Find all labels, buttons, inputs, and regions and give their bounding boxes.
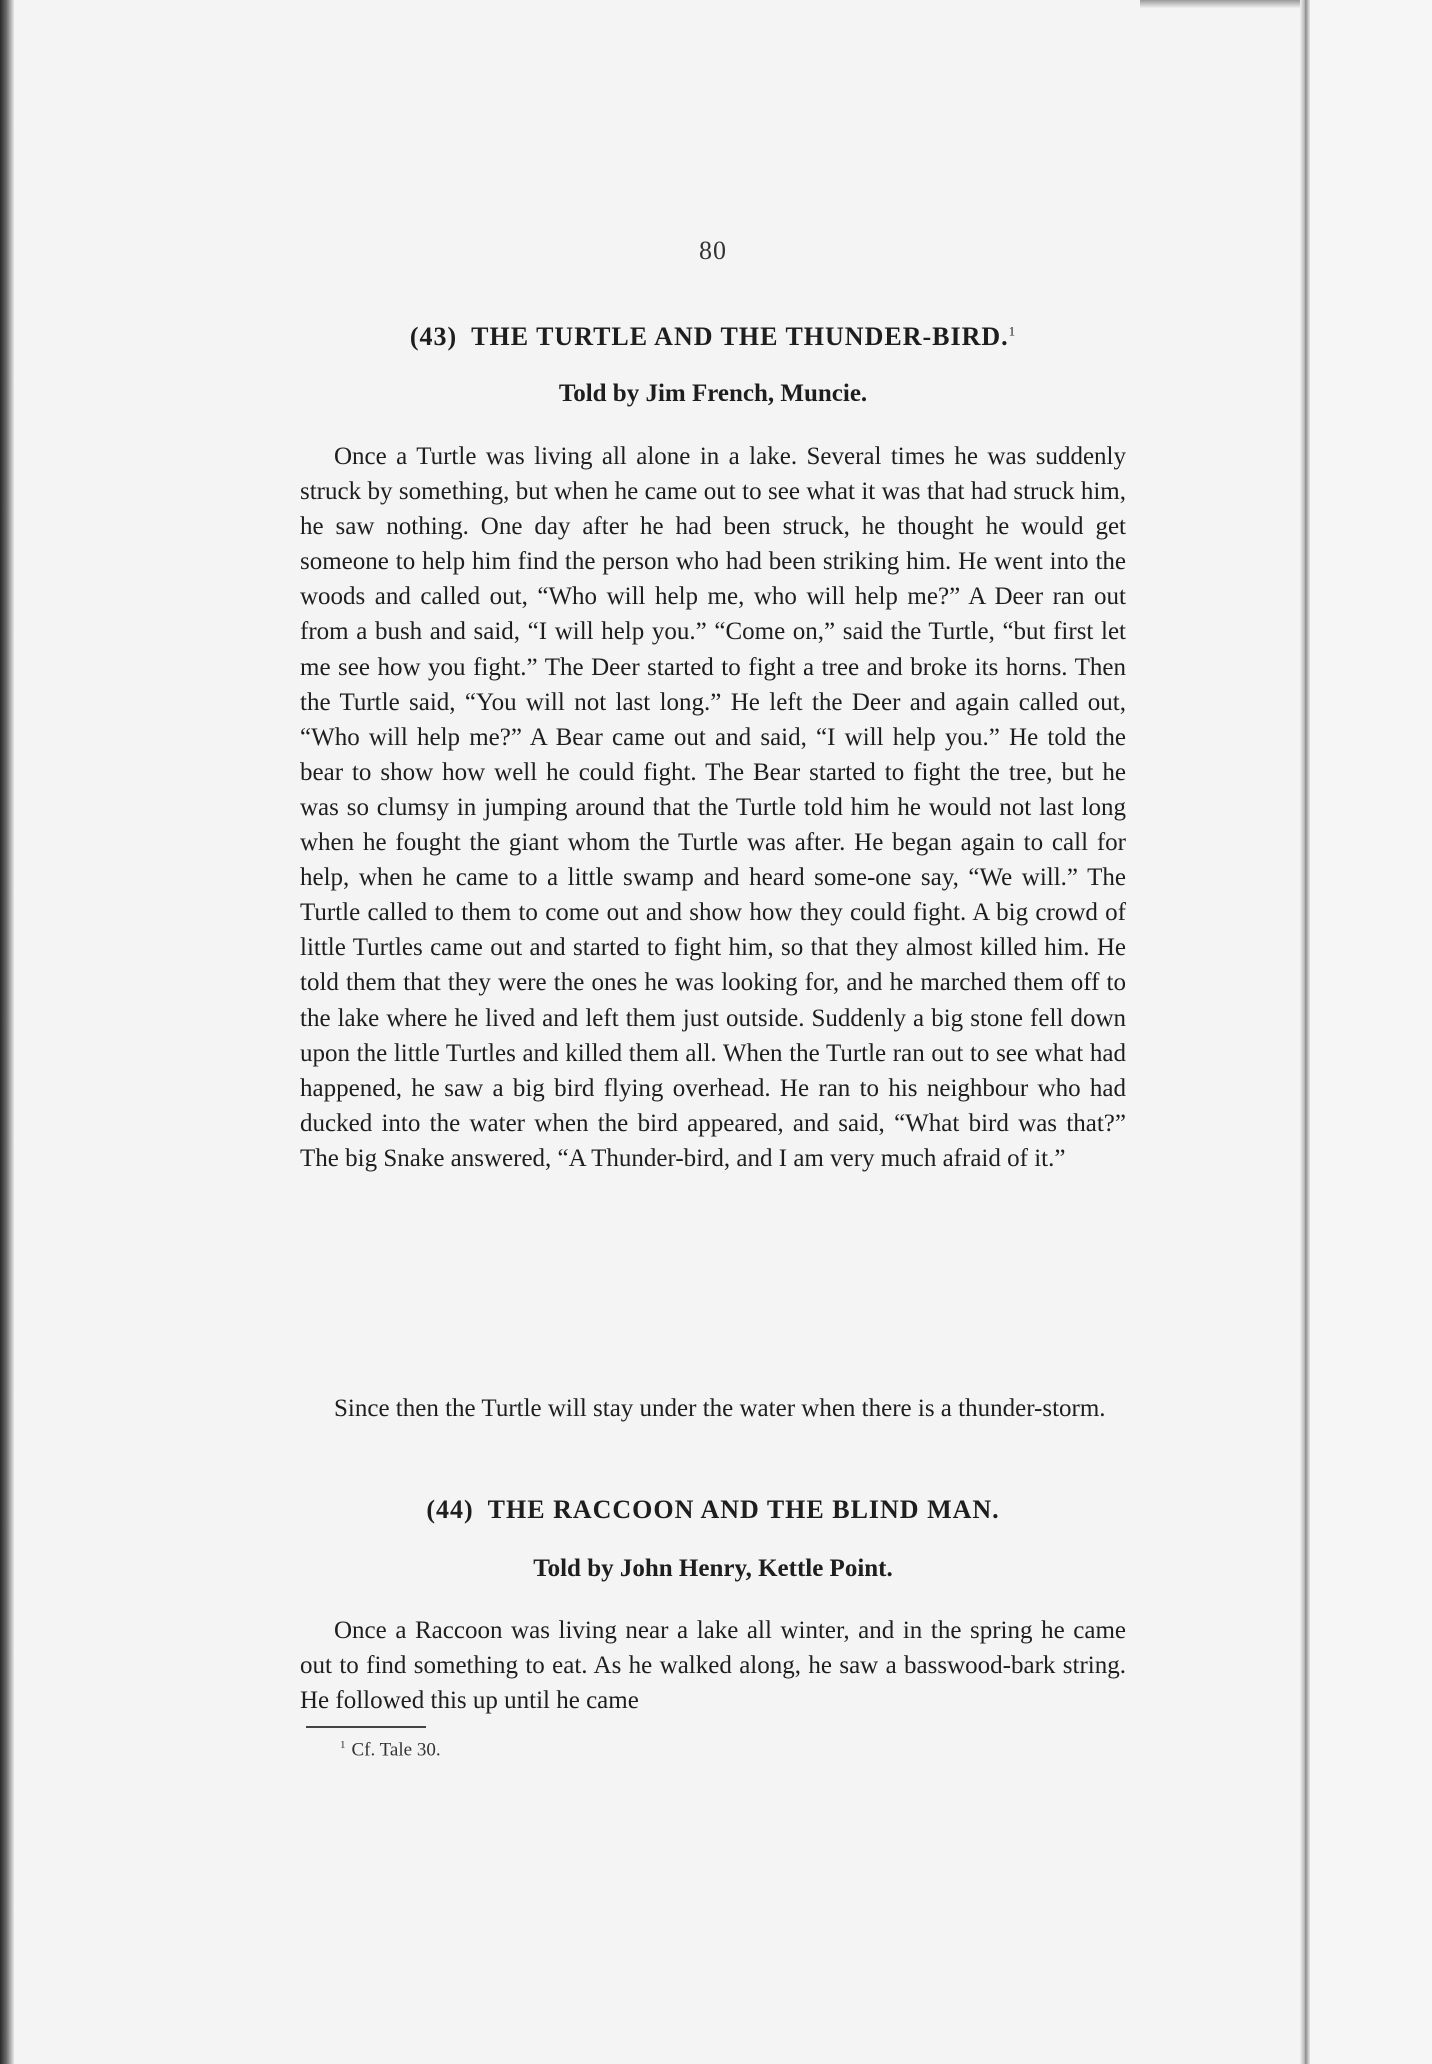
footnote-text: Cf. Tale 30. [351,1739,441,1761]
page-number: 80 [699,236,727,265]
tale-44-heading [300,1495,1126,1525]
tale-43-number: (43) [409,322,458,351]
tale-43-paragraph-2: Since then the Turtle will stay under the water when there is a thunder-storm. [334,1395,1106,1422]
tale-43-heading [300,322,1126,352]
page-gutter [1300,0,1310,2064]
tale-44-teller: Told by John Henry, Kettle Point. [533,1555,893,1582]
footnote [340,1739,441,1761]
footnote-reference: 1 [1008,323,1017,339]
tale-44-paragraph-1: Once a Raccoon was living near a lake all winter, and in the spring he came out to find something to eat. As he walked along, he saw a basswood-bark string. He followed this up until he came [300,1617,1126,1715]
footnote-rule [306,1726,426,1728]
tale-44-number: (44) [426,1495,474,1524]
tale-44-title: THE RACCOON AND THE BLIND MAN. [487,1495,1000,1524]
binding-shadow [0,0,14,2064]
tale-43-paragraph-1: Once a Turtle was living all alone in a lake. Several times he was suddenly struck by something, but when he came out to see what it was that had struck him, he saw nothing. One day after he had been struck, he thought he would get someone to help him find the person who had been striking him. He went into the woods and called out, “Who will help me, who will help me?” A Deer ran out from a bush and said, “I will help you.” “Come on,” said the Turtle, “but first let me see how you fight.” The Deer started to fight a tree and broke its horns. Then the Turtle said, “You will not last long.” He left the Deer and again called out, “Who will help me?” A Bear came out and said, “I will help you.” He told the bear to show how well he could fight. The Bear started to fight the tree, but he was so clumsy in jumping around that the Turtle told him he would not last long when he fought the giant whom the Turtle was after. He began again to call for help, when he came to a little swamp and heard some-one say, “We will.” The Turtle called to them to come out and show how they could fight. A big crowd of little Turtles came out and started to fight him, so that they almost killed him. He told them that they were the ones he was looking for, and he marched them off to the lake where he lived and left them just outside. Suddenly a big stone fell down upon the little Turtles and killed them all. When the Turtle ran out to see what had happened, he saw a big bird flying overhead. He ran to his neighbour who had ducked into the water when the bird appeared, and said, “What bird was that?” The big Snake answered, “A Thunder-bird, and I am very much afraid of it.” [300,443,1126,1172]
tale-43-title: THE TURTLE AND THE THUNDER-BIRD. [471,322,1009,351]
page-body [300,0,1126,2064]
tale-43-teller: Told by Jim French, Muncie. [558,380,868,407]
footnote-marker: 1 [340,1739,346,1751]
adjacent-page-edge [1310,0,1432,2064]
